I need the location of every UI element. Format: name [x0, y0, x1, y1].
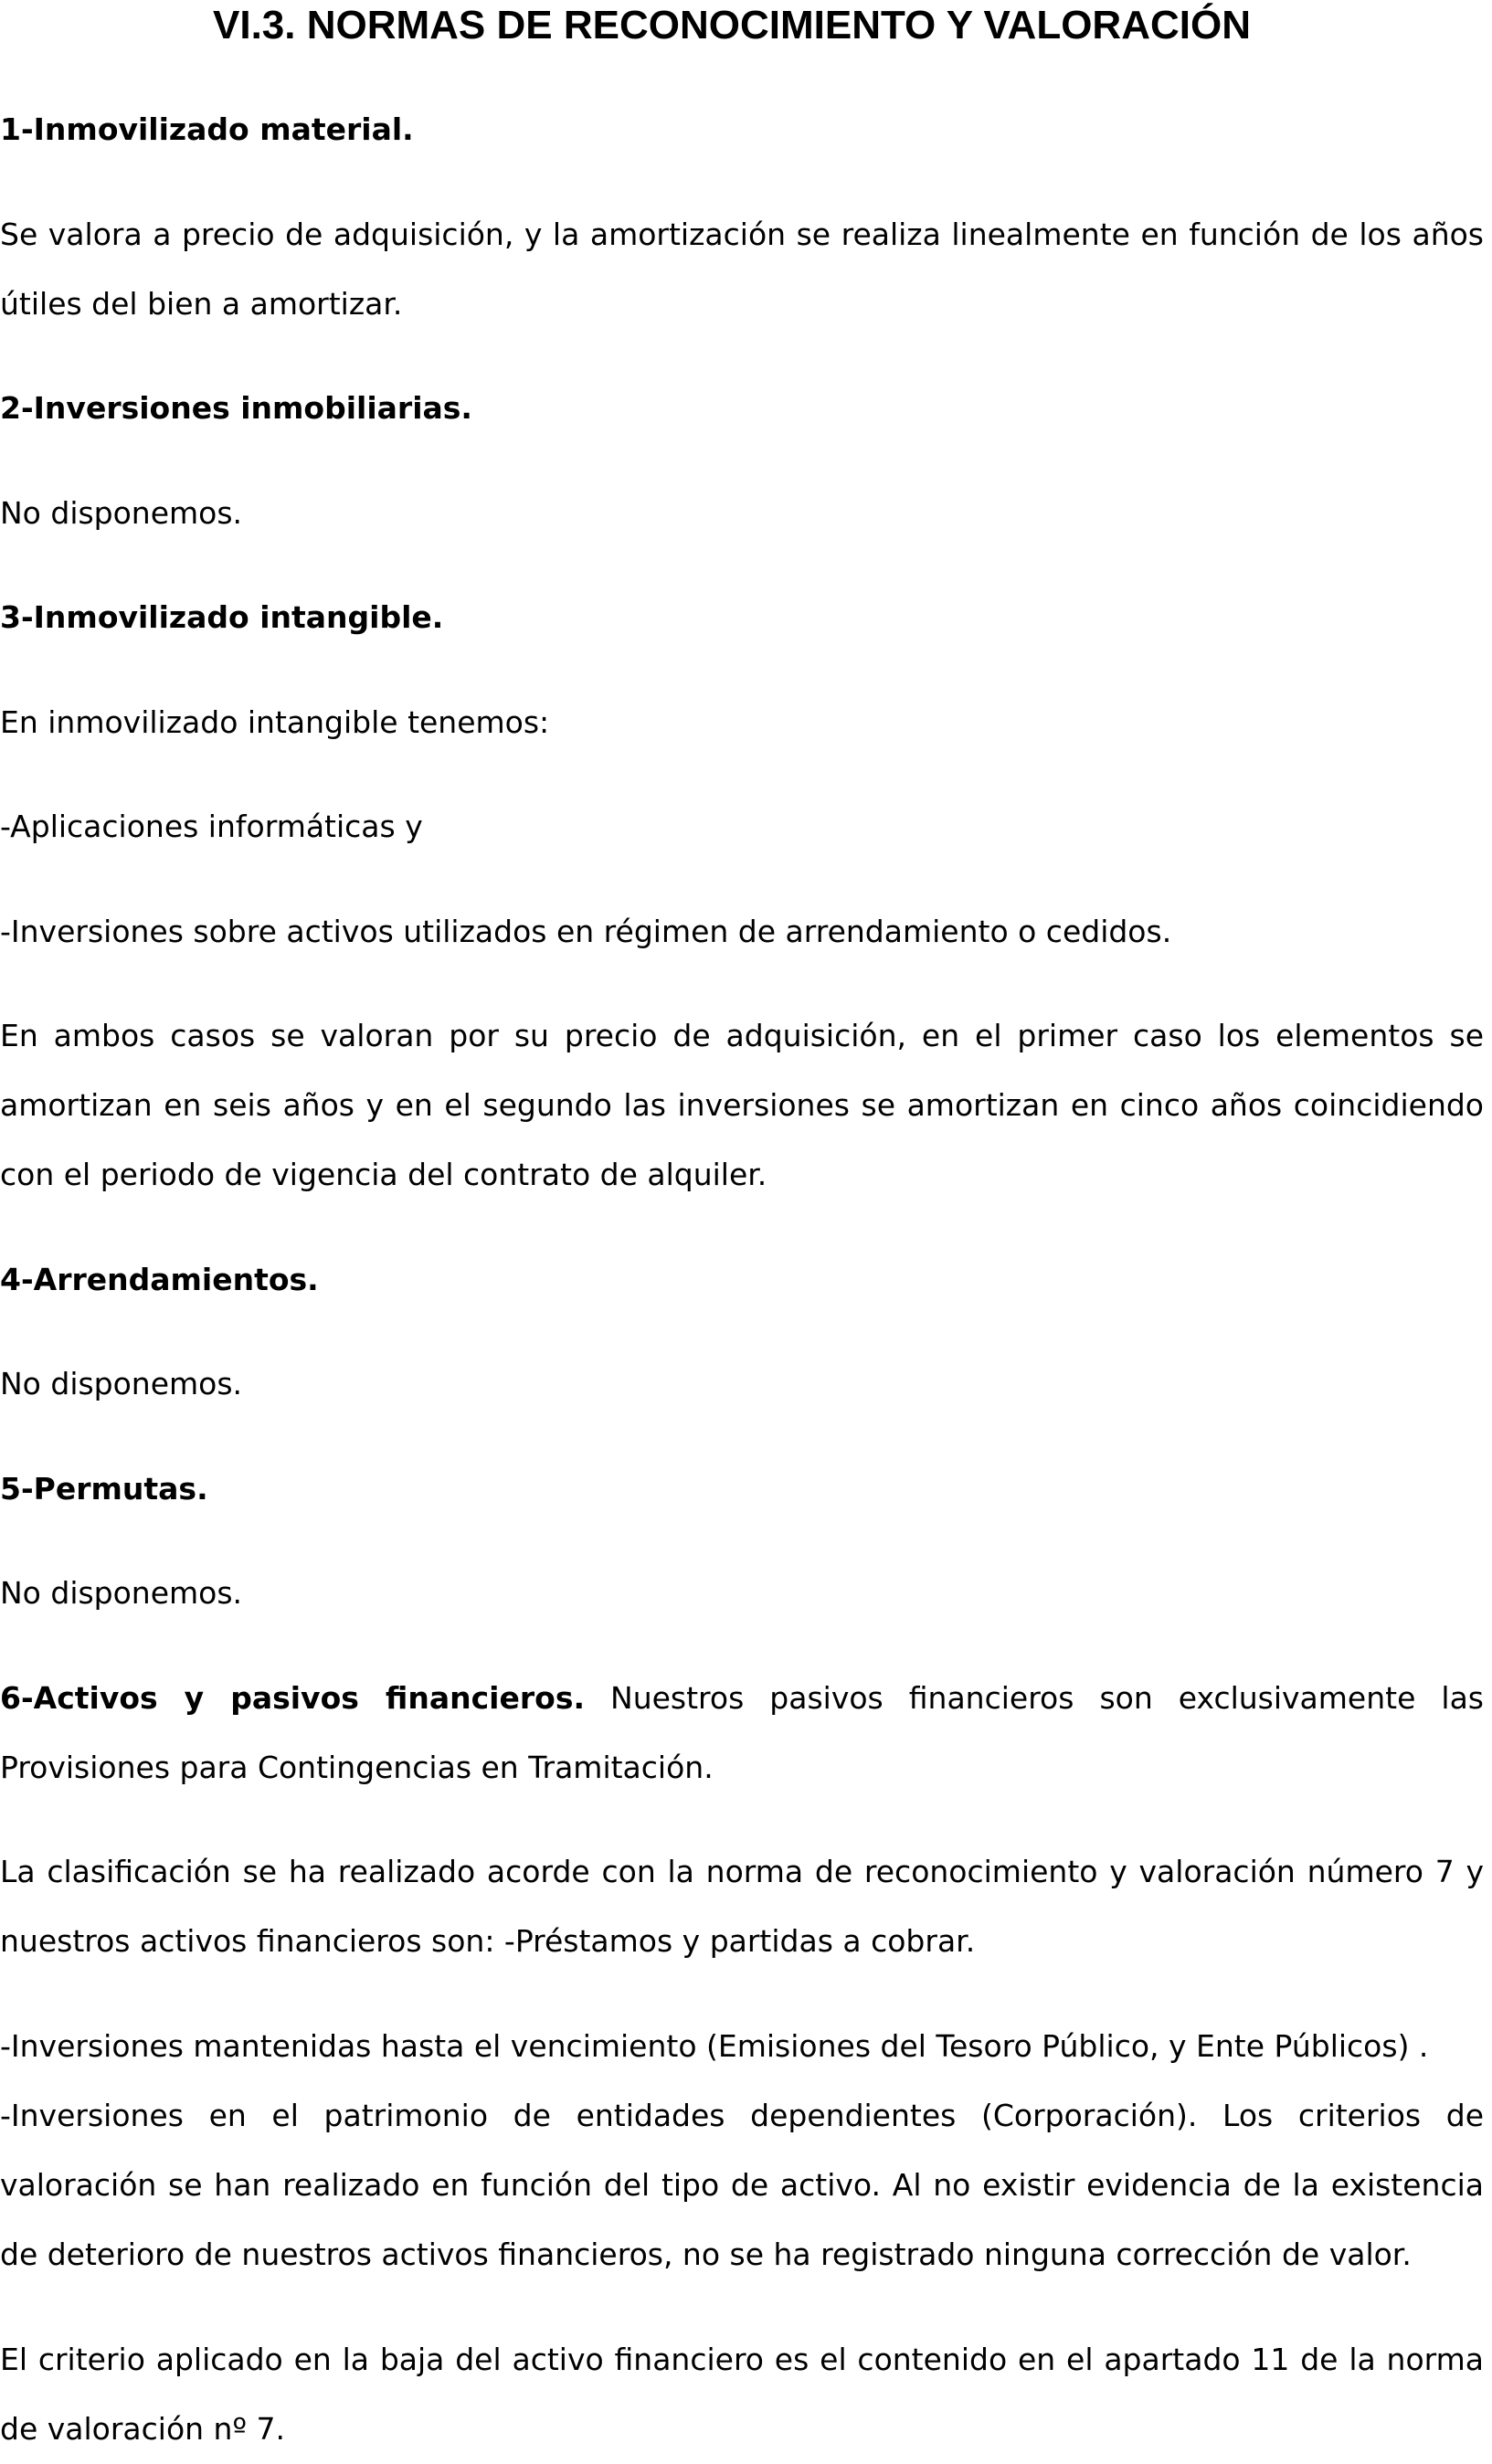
heading-text: 5-Permutas. — [0, 1471, 208, 1507]
section-title: VI.3. NORMAS DE RECONOCIMIENTO Y VALORACIÓN — [213, 3, 1251, 48]
heading-inmovilizado-material — [0, 95, 1484, 164]
heading-text: 1-Inmovilizado material. — [0, 111, 414, 147]
paragraph-ambos-casos — [0, 1001, 1484, 1210]
list-item-text: -Inversiones mantenidas hasta el vencimiento (Emisiones del Tesoro Público, y Ente Públicos) . — [0, 2028, 1429, 2064]
heading-text: 2-Inversiones inmobiliarias. — [0, 390, 472, 426]
list-item-text: -Aplicaciones informáticas y — [0, 809, 423, 844]
list-item-inversiones-activos — [0, 897, 1484, 967]
heading-inversiones-inmobiliarias — [0, 374, 1484, 443]
list-item-text: -Inversiones sobre activos utilizados en régimen de arrendamiento o cedidos. — [0, 914, 1172, 949]
paragraph-no-disponemos — [0, 1559, 1484, 1628]
heading-text: 6-Activos y pasivos financieros. — [0, 1680, 585, 1716]
paragraph-inmovilizado-material — [0, 200, 1484, 339]
list-item-aplicaciones — [0, 792, 1484, 862]
paragraph-text: Se valora a precio de adquisición, y la amortización se realiza linealmente en función de los años útiles del bien a amortizar. — [0, 217, 1484, 322]
paragraph-text: No disponemos. — [0, 495, 243, 531]
paragraph-text: La clasificación se ha realizado acorde con la norma de reconocimiento y valoración número 7 y nuestros activos financieros son: -Préstamos y partidas a cobrar. — [0, 1854, 1484, 1959]
paragraph-text: El criterio aplicado en la baja del activo financiero es el contenido en el apartado 11 de la norma de valoración nº 7. — [0, 2342, 1484, 2447]
paragraph-text: -Inversiones en el patrimonio de entidades dependientes (Corporación). Los criterios de valoración se han realizado en función del tipo de activo. Al no existir evidencia de la existencia de deterioro de nuestros activos financieros, no se ha registrado ninguna corrección de valor. — [0, 2098, 1484, 2272]
paragraph-text: En inmovilizado intangible tenemos: — [0, 704, 550, 740]
paragraph-no-disponemos — [0, 1349, 1484, 1419]
paragraph-text: En ambos casos se valoran por su precio de adquisición, en el primer caso los elementos se amortizan en seis años y en el segundo las inversiones se amortizan en cinco años coincidiendo con el periodo de vigencia del contrato de alquiler. — [0, 1018, 1484, 1192]
heading-inmovilizado-intangible — [0, 583, 1484, 652]
paragraph-text: No disponemos. — [0, 1575, 243, 1611]
paragraph-no-disponemos — [0, 479, 1484, 548]
heading-arrendamientos — [0, 1245, 1484, 1315]
heading-permutas — [0, 1454, 1484, 1524]
paragraph-activos-pasivos-financieros — [0, 1664, 1484, 1803]
paragraph-criterio-baja — [0, 2325, 1484, 2464]
paragraph-text: Nuestros pasivos financieros son exclusivamente las Provisiones para Contingencias en Tramitación. — [0, 1680, 1484, 1785]
paragraph-text: No disponemos. — [0, 1366, 243, 1401]
paragraph-clasificacion — [0, 1837, 1484, 1976]
list-item-inversiones-vencimiento — [0, 2012, 1484, 2081]
paragraph-inversiones-patrimonio — [0, 2081, 1484, 2290]
heading-text: 3-Inmovilizado intangible. — [0, 599, 444, 635]
heading-text: 4-Arrendamientos. — [0, 1262, 319, 1297]
paragraph-intangible-intro — [0, 688, 1484, 757]
